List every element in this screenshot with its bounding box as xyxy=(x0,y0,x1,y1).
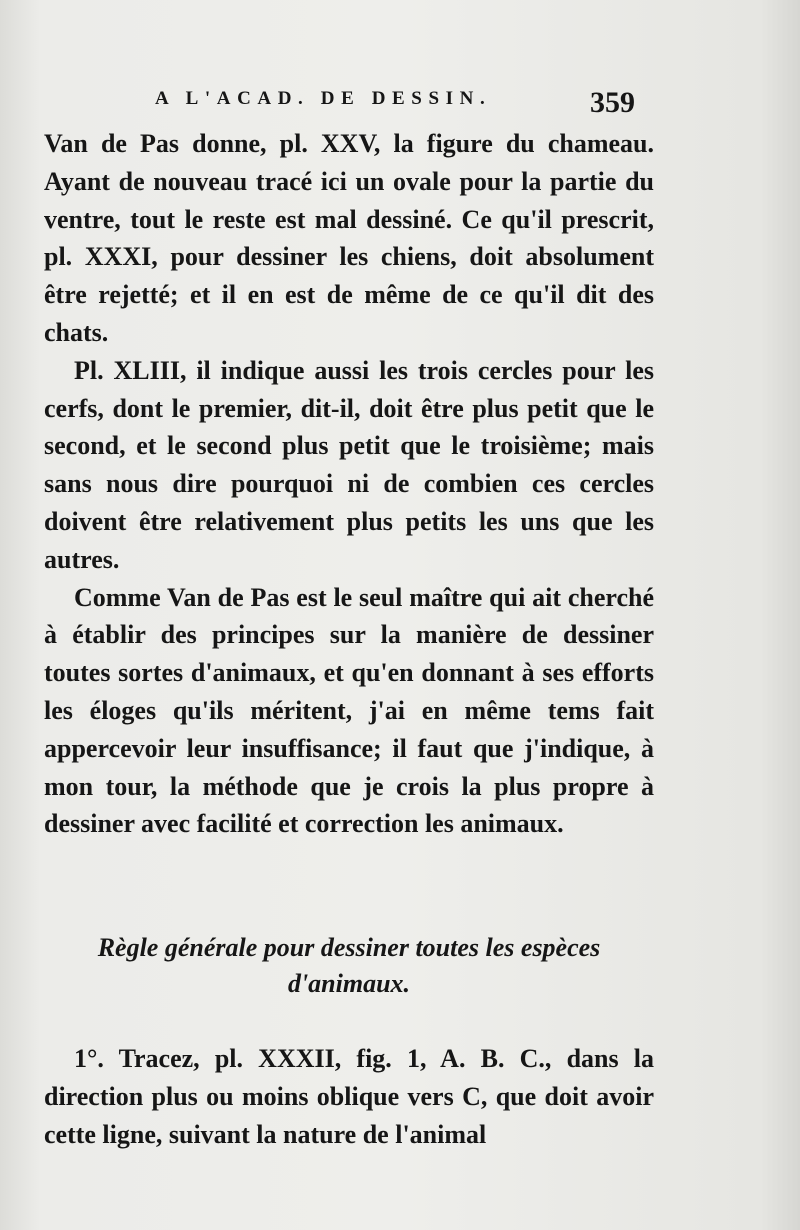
paragraph-camel: Van de Pas donne, pl. XXV, la figure du chameau. Ayant de nouveau tracé ici un ovale pour la partie du ventre, tout le reste est mal dessiné. Ce qu'il prescrit, pl. XXXI, pour dessiner les chiens, doit absolument être rejetté; et il en est de même de ce qu'il dit des chats. xyxy=(44,129,654,347)
running-head: A L'ACAD. DE DESSIN. xyxy=(155,88,492,109)
section-title xyxy=(44,930,654,1002)
final-paragraph-block xyxy=(44,1040,654,1154)
body-text xyxy=(44,125,654,843)
paragraph-rule-1: 1°. Tracez, pl. XXXII, fig. 1, A. B. C., dans la direction plus ou moins oblique vers C, que doit avoir cette ligne, suivant la nature de l'animal xyxy=(44,1044,654,1149)
section-title-line-2: d'animaux. xyxy=(287,969,411,998)
section-title-line-1: Règle générale pour dessiner toutes les espèces xyxy=(97,933,601,962)
page-header xyxy=(0,86,800,118)
paragraph-method: Comme Van de Pas est le seul maître qui ait cherché à établir des principes sur la manière de dessiner toutes sortes d'animaux, et qu'en donnant à ses efforts les éloges qu'ils méritent, j'ai en même tems fait appercevoir leur insuffisance; il faut que j'indique, à mon tour, la méthode que je crois la plus propre à dessiner avec facilité et correction les animaux. xyxy=(44,582,654,839)
paragraph-deer: Pl. XLIII, il indique aussi les trois cercles pour les cerfs, dont le premier, dit-il, doit être plus petit que le second, et le second plus petit que le troisième; mais sans nous dire pourquoi ni de combien ces cercles doivent être relativement plus petits les uns que les autres. xyxy=(44,355,654,574)
page-number: 359 xyxy=(590,86,635,119)
